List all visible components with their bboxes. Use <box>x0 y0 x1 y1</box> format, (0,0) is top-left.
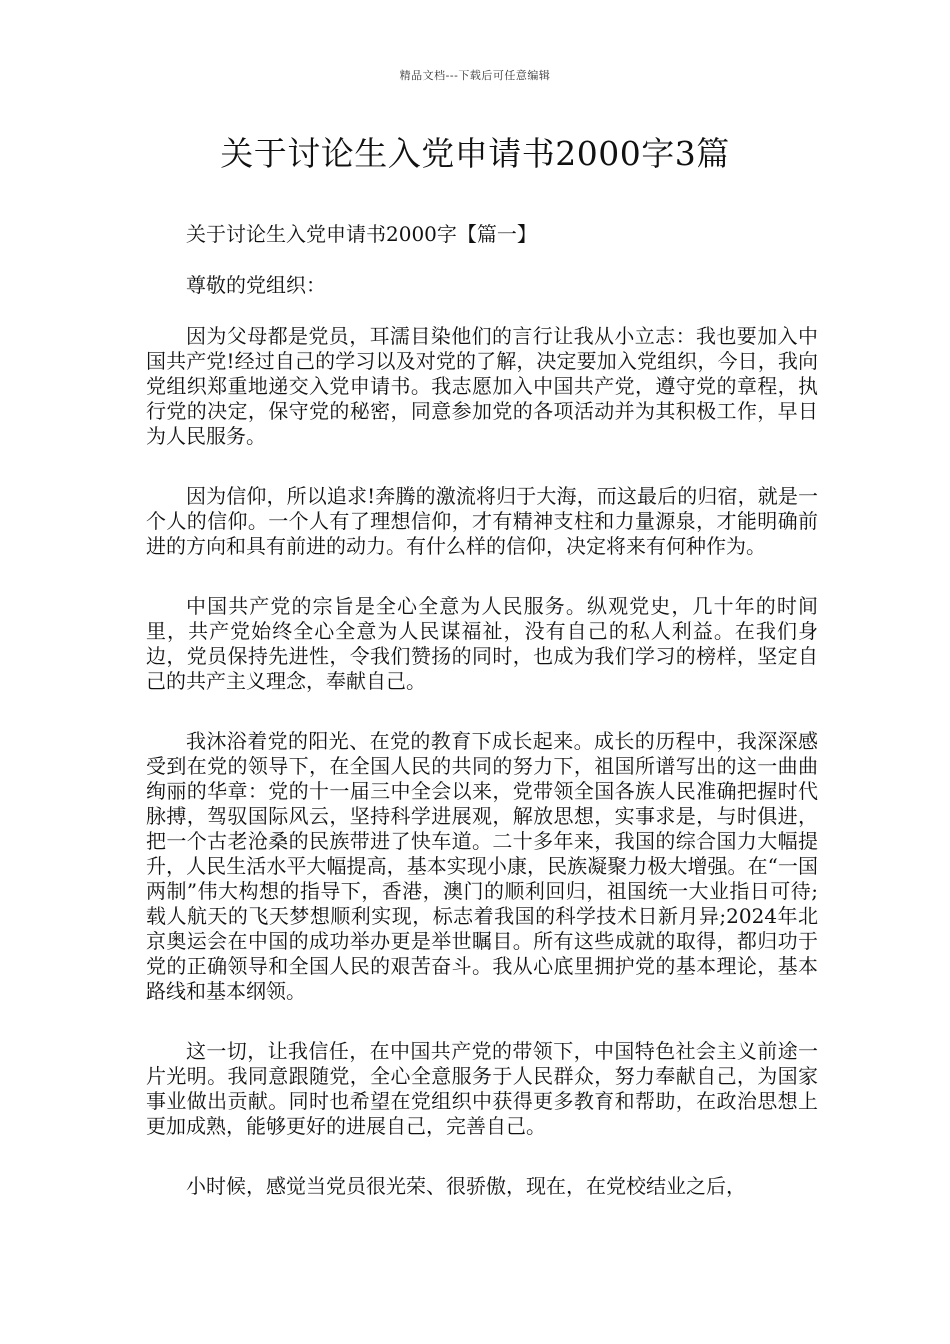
paragraph-2: 因为信仰，所以追求!奔腾的激流将归于大海，而这最后的归宿，就是一个人的信仰。一个人有了理想信仰，才有精神支柱和力量源泉，才能明确前进的方向和具有前进的动力。有什么样的信仰，决定将来有何种作为。 <box>146 484 818 558</box>
paragraph-5: 这一切，让我信任，在中国共产党的带领下，中国特色社会主义前途一片光明。我同意跟随党，全心全意服务于人民群众，努力奉献自己，为国家事业做出贡献。同时也希望在党组织中获得更多教育和帮助，在政治思想上更加成熟，能够更好的进展自己，完善自己。 <box>146 1039 818 1138</box>
paragraph-3: 中国共产党的宗旨是全心全意为人民服务。纵观党史，几十年的时间里，共产党始终全心全意为人民谋福祉，没有自己的私人利益。在我们身边，党员保持先进性，令我们赞扬的同时，也成为我们学习的榜样，坚定自己的共产主义理念，奉献自己。 <box>146 594 818 693</box>
header-note: 精品文档---下载后可任意编辑 <box>399 69 551 82</box>
document-title: 关于讨论生入党申请书2000字3篇 <box>220 134 730 173</box>
document-body <box>146 222 818 1234</box>
salutation: 尊敬的党组织： <box>186 273 326 297</box>
section-heading: 关于讨论生入党申请书2000字【篇一】 <box>186 222 537 246</box>
paragraph-6: 小时候，感觉当党员很光荣、很骄傲，现在，在党校结业之后， <box>186 1174 746 1198</box>
paragraph-4: 我沐浴着党的阳光、在党的教育下成长起来。成长的历程中，我深深感受到在党的领导下，在全国人民的共同的努力下，祖国所谱写出的这一曲曲绚丽的华章：党的十一届三中全会以来，党带领全国各族人民准确把握时代脉搏，驾驭国际风云，坚持科学进展观，解放思想，实事求是，与时俱进，把一个古老沧桑的民族带进了快车道。二十多年来，我国的综合国力大幅提升，人民生活水平大幅提高，基本实现小康，民族凝聚力极大增强。在“一国两制”伟大构想的指导下，香港，澳门的顺利回归，祖国统一大业指日可待;载人航天的飞天梦想顺利实现，标志着我国的科学技术日新月异;2024年北京奥运会在中国的成功举办更是举世瞩目。所有这些成就的取得，都归功于党的正确领导和全国人民的艰苦奋斗。我从心底里拥护党的基本理论，基本路线和基本纲领。 <box>146 729 818 1003</box>
paragraph-1: 因为父母都是党员，耳濡目染他们的言行让我从小立志：我也要加入中国共产党!经过自己的学习以及对党的了解，决定要加入党组织，今日，我向党组织郑重地递交入党申请书。我志愿加入中国共产党，遵守党的章程，执行党的决定，保守党的秘密，同意参加党的各项活动并为其积极工作，早日为人民服务。 <box>146 324 818 448</box>
